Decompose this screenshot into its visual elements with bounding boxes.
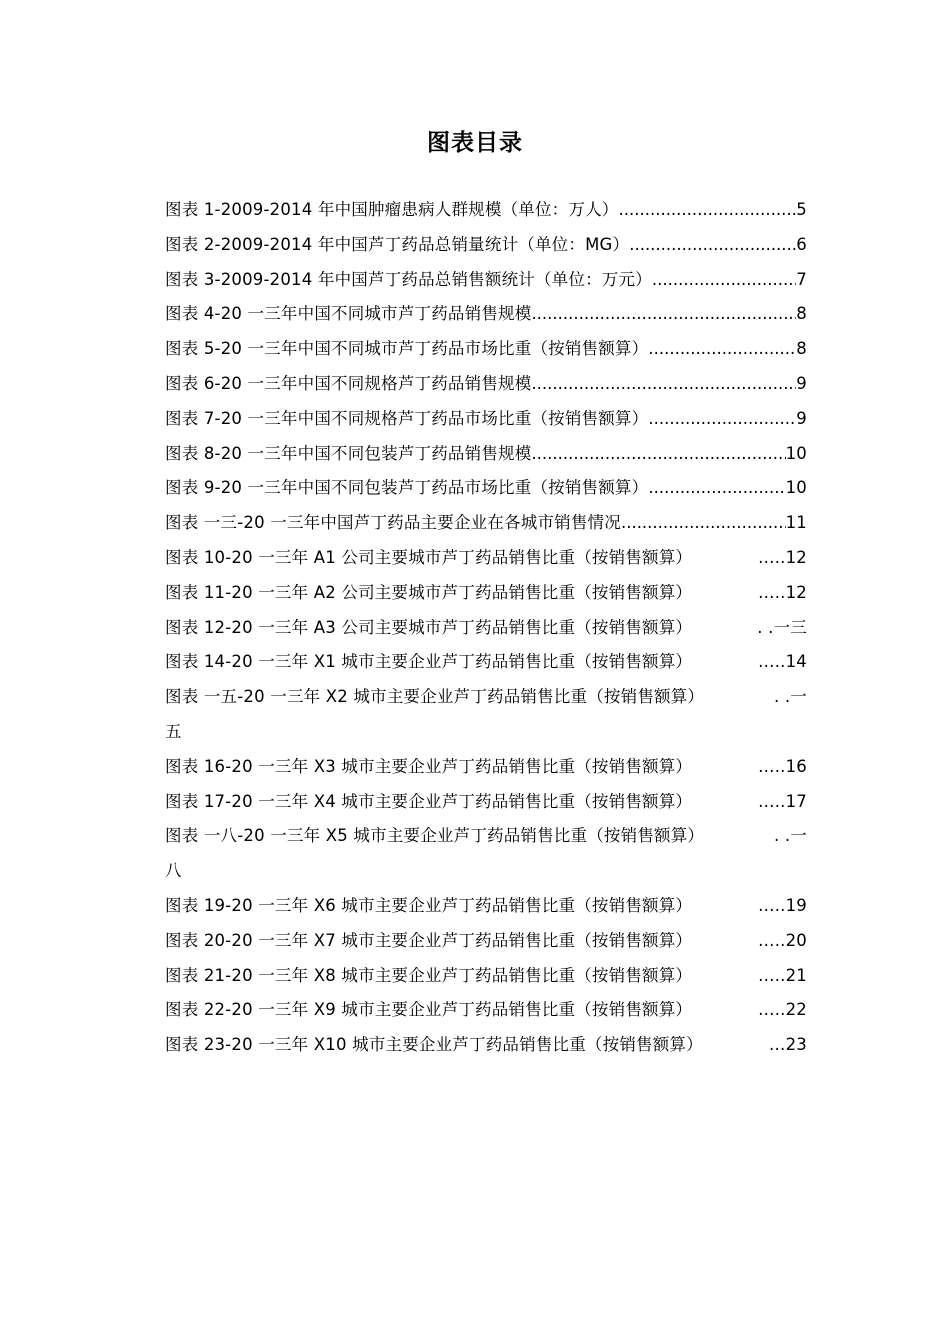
- toc-leader-dots: …..: [758, 582, 786, 602]
- toc-page-number: 16: [785, 756, 807, 776]
- toc-entry-line: [165, 993, 807, 1028]
- toc-entry-label: 图表 19-20 一三年 X6 城市主要企业芦丁药品销售比重（按销售额算）: [165, 895, 693, 915]
- toc-list: [165, 193, 807, 1063]
- toc-entry-line: [165, 576, 807, 611]
- toc-entry-line: [165, 924, 807, 959]
- toc-page-number: 9: [796, 373, 807, 393]
- toc-entry-label: 图表 17-20 一三年 X4 城市主要企业芦丁药品销售比重（按销售额算）: [165, 791, 693, 811]
- toc-entry[interactable]: [165, 297, 807, 332]
- toc-page-number: 5: [796, 200, 807, 219]
- toc-entry[interactable]: [165, 889, 807, 924]
- toc-page-number: 22: [785, 1000, 807, 1020]
- toc-entry[interactable]: [165, 959, 807, 994]
- toc-page-number: 11: [785, 513, 807, 533]
- toc-entry[interactable]: [165, 367, 807, 402]
- toc-leader-dots: [648, 471, 785, 506]
- toc-page-number: 一: [790, 826, 807, 846]
- toc-leader-dots: …..: [758, 756, 786, 776]
- toc-page-number: 7: [796, 269, 807, 289]
- toc-leader-dots: …..: [758, 930, 786, 950]
- toc-entry[interactable]: [165, 576, 807, 611]
- toc-entry-label: 图表 10-20 一三年 A1 公司主要城市芦丁药品销售比重（按销售额算）: [165, 547, 693, 567]
- toc-entry[interactable]: [165, 541, 807, 576]
- toc-page-number: 17: [785, 791, 807, 811]
- toc-entry[interactable]: [165, 228, 807, 263]
- toc-entry-label: 图表 一三-20 一三年中国芦丁药品主要企业在各城市销售情况: [165, 513, 621, 533]
- toc-page-number: 一三: [773, 617, 807, 637]
- toc-page-number: 21: [785, 965, 807, 985]
- toc-entry-line: [165, 471, 807, 506]
- toc-entry-line: [165, 506, 807, 541]
- toc-entry-line: [165, 819, 807, 854]
- page-title: 图表目录: [427, 130, 523, 156]
- toc-leader-dots: …: [768, 1035, 786, 1055]
- toc-page-number: 12: [785, 582, 807, 602]
- toc-entry-line: [165, 959, 807, 994]
- toc-entry[interactable]: [165, 437, 807, 472]
- toc-page-number: 一: [790, 687, 807, 707]
- toc-entry-label: 图表 23-20 一三年 X10 城市主要企业芦丁药品销售比重（按销售额算）: [165, 1035, 703, 1055]
- toc-leader-dots: [648, 402, 796, 437]
- toc-page-number: 14: [785, 652, 807, 672]
- toc-leader-dots: …..: [758, 652, 786, 672]
- toc-entry-line: [165, 193, 807, 228]
- toc-entry[interactable]: [165, 611, 807, 646]
- toc-entry-label: 图表 7-20 一三年中国不同规格芦丁药品市场比重（按销售额算）: [165, 408, 649, 428]
- toc-entry-label: 图表 21-20 一三年 X8 城市主要企业芦丁药品销售比重（按销售额算）: [165, 965, 693, 985]
- toc-page-number: 19: [785, 895, 807, 915]
- toc-entry-label: 图表 1-2009-2014 年中国肿瘤患病人群规模（单位：万人）: [165, 200, 619, 219]
- toc-entry-line: [165, 541, 807, 576]
- toc-entry[interactable]: [165, 332, 807, 367]
- toc-entry-line: [165, 402, 807, 437]
- toc-entry-line: [165, 263, 807, 298]
- toc-entry[interactable]: [165, 819, 807, 889]
- toc-entry[interactable]: [165, 193, 807, 228]
- toc-leader-dots: [621, 506, 786, 541]
- toc-leader-dots: …..: [758, 791, 786, 811]
- toc-entry[interactable]: [165, 750, 807, 785]
- toc-leader-dots: . .: [773, 687, 791, 707]
- toc-entry-label: 图表 5-20 一三年中国不同城市芦丁药品市场比重（按销售额算）: [165, 339, 649, 359]
- toc-entry-label: 图表 8-20 一三年中国不同包装芦丁药品销售规模: [165, 443, 532, 463]
- toc-page-number: 20: [785, 930, 807, 950]
- toc-entry-line: [165, 889, 807, 924]
- toc-page-number: 9: [796, 408, 807, 428]
- toc-entry[interactable]: [165, 785, 807, 820]
- toc-leader-dots: …..: [758, 1000, 786, 1020]
- toc-page-number: 8: [796, 339, 807, 359]
- toc-leader-dots: [531, 367, 796, 402]
- toc-entry-label: 图表 12-20 一三年 A3 公司主要城市芦丁药品销售比重（按销售额算）: [165, 617, 693, 637]
- toc-entry-label: 图表 20-20 一三年 X7 城市主要企业芦丁药品销售比重（按销售额算）: [165, 930, 693, 950]
- toc-entry-label: 图表 4-20 一三年中国不同城市芦丁药品销售规模: [165, 304, 532, 324]
- toc-leader-dots: [648, 332, 796, 367]
- toc-entry-label: 图表 一八-20 一三年 X5 城市主要企业芦丁药品销售比重（按销售额算）: [165, 826, 705, 846]
- toc-entry-line: [165, 680, 807, 715]
- toc-leader-dots: [531, 437, 785, 472]
- toc-entry-label: 图表 11-20 一三年 A2 公司主要城市芦丁药品销售比重（按销售额算）: [165, 582, 693, 602]
- toc-entry-line: [165, 437, 807, 472]
- toc-entry-label: 图表 3-2009-2014 年中国芦丁药品总销售额统计（单位：万元）: [165, 269, 652, 289]
- toc-page-number: 12: [785, 547, 807, 567]
- toc-leader-dots: [618, 193, 796, 228]
- toc-entry-label: 图表 2-2009-2014 年中国芦丁药品总销量统计（单位：MG）: [165, 234, 630, 254]
- toc-page-number-continued: 八: [165, 861, 182, 881]
- toc-leader-dots: [629, 228, 796, 263]
- toc-entry-label: 图表 9-20 一三年中国不同包装芦丁药品市场比重（按销售额算）: [165, 478, 649, 498]
- toc-page-number: 6: [796, 234, 807, 254]
- toc-entry[interactable]: [165, 645, 807, 680]
- toc-entry[interactable]: [165, 471, 807, 506]
- toc-entry-label: 图表 22-20 一三年 X9 城市主要企业芦丁药品销售比重（按销售额算）: [165, 1000, 693, 1020]
- toc-entry[interactable]: [165, 993, 807, 1028]
- toc-entry-line: [165, 367, 807, 402]
- toc-entry[interactable]: [165, 924, 807, 959]
- toc-entry-line: [165, 332, 807, 367]
- toc-entry-line: [165, 297, 807, 332]
- toc-page-number: 10: [785, 478, 807, 498]
- toc-entry[interactable]: [165, 1028, 807, 1063]
- toc-leader-dots: …..: [758, 895, 786, 915]
- toc-page-number: 10: [785, 443, 807, 463]
- toc-leader-dots: [652, 263, 796, 298]
- toc-entry-label: 图表 6-20 一三年中国不同规格芦丁药品销售规模: [165, 373, 532, 393]
- toc-leader-dots: …..: [758, 547, 786, 567]
- toc-page-number-continued: 五: [165, 721, 182, 741]
- toc-leader-dots: …..: [758, 965, 786, 985]
- toc-entry[interactable]: [165, 680, 807, 750]
- toc-entry-line: [165, 1028, 807, 1063]
- toc-page-number: 23: [785, 1035, 807, 1055]
- toc-entry[interactable]: [165, 506, 807, 541]
- toc-entry[interactable]: [165, 402, 807, 437]
- toc-leader-dots: . .: [757, 617, 774, 637]
- toc-entry-line: [165, 750, 807, 785]
- toc-leader-dots: . .: [773, 826, 791, 846]
- toc-entry-line: [165, 645, 807, 680]
- toc-entry-label: 图表 14-20 一三年 X1 城市主要企业芦丁药品销售比重（按销售额算）: [165, 652, 693, 672]
- toc-page-number: 8: [796, 304, 807, 324]
- toc-entry-line: [165, 785, 807, 820]
- toc-entry-label: 图表 一五-20 一三年 X2 城市主要企业芦丁药品销售比重（按销售额算）: [165, 687, 705, 707]
- toc-entry-line: [165, 611, 807, 646]
- toc-leader-dots: [531, 297, 796, 332]
- toc-entry-line: [165, 228, 807, 263]
- toc-entry-label: 图表 16-20 一三年 X3 城市主要企业芦丁药品销售比重（按销售额算）: [165, 756, 693, 776]
- toc-entry[interactable]: [165, 263, 807, 298]
